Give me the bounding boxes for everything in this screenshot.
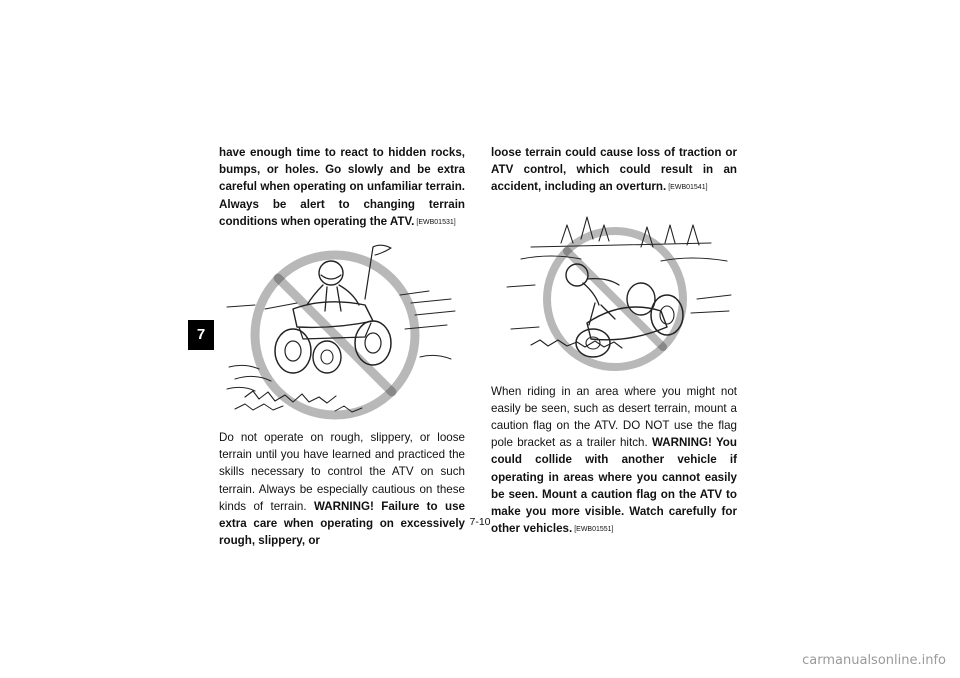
- illustration-atv-rough-terrain: [215, 239, 465, 429]
- watermark-link[interactable]: carmanualsonline.info: [802, 653, 946, 668]
- right-warning-text: loose terrain could cause loss of traction or ATV control, which could result in an accident, including an overturn.: [491, 146, 737, 194]
- page-number: 7-10: [469, 516, 491, 528]
- illustration-atv-overturn: [491, 203, 741, 371]
- left-warning-text: have enough time to react to hidden rocks, bumps, or holes. Go slowly and be extra careful when operating on unfamiliar terrain. Always be alert to changing terrain conditions when operating the ATV.: [219, 146, 465, 228]
- left-paragraph: [219, 429, 465, 549]
- right-warning-code: [EWB01541]: [668, 184, 708, 192]
- left-paragraph-warning: WARNING! Failure to use extra care when operating on excessively rough, slippery, or: [219, 499, 465, 548]
- right-warning-continuation: [491, 144, 737, 197]
- right-paragraph-warning: WARNING! You could collide with another vehicle if operating in areas where you cannot easily be seen. Mount a caution flag on the ATV to make you more visible. Watch carefully for other vehicles.: [491, 436, 737, 536]
- right-column: [491, 144, 737, 538]
- right-paragraph-code: [EWB01551]: [574, 526, 614, 534]
- left-warning-continuation: [219, 144, 465, 231]
- left-paragraph-text: Do not operate on rough, slippery, or loose terrain until you have learned and practiced the skills necessary to control the ATV on such terrain. Always be especially cautious on these kinds of terrain.: [219, 431, 465, 513]
- right-paragraph-text: When riding in an area where you might not easily be seen, such as desert terrain, mount a caution flag on the ATV. DO NOT use the flag pole bracket as a trailer hitch.: [491, 384, 737, 450]
- right-paragraph: [491, 383, 737, 539]
- left-column: [219, 144, 465, 549]
- chapter-tab: 7: [188, 320, 214, 350]
- left-warning-code: [EWB01531]: [416, 218, 456, 226]
